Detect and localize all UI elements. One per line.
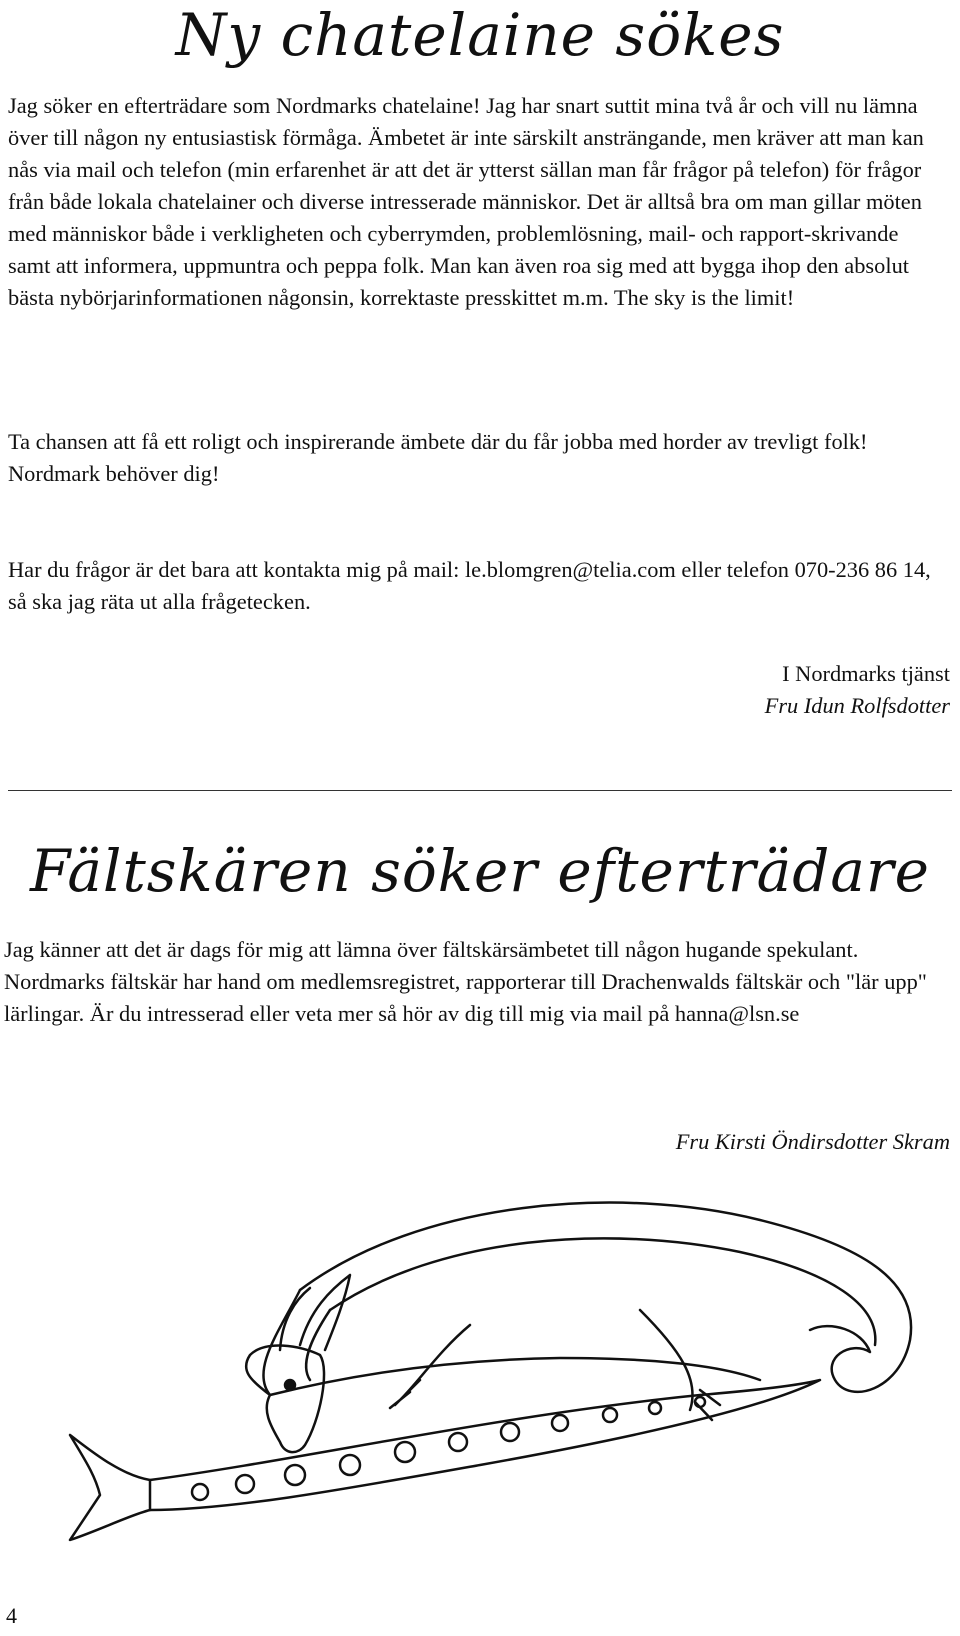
dragon-head <box>246 1346 324 1453</box>
section-divider <box>8 790 952 791</box>
section1-paragraph-1: Jag söker en efterträdare som Nordmarks chatelaine! Jag har snart suttit mina två år och vill nu lämna över till någon ny entusiastisk förmåga. Ämbetet är inte särskilt ansträngande, men kräver att man kan nås via mail och telefon (min erfarenhet är att det är ytterst sällan man får frågor på telefon) för frågor från både lokala chatelainer och diverse intresserade människor. Det är alltså bra om man gillar möten med människor både i verkligheten och cyberrymden, problemlösning, mail- och rapport-skrivande samt att informera, uppmuntra och peppa folk. Man kan även roa sig med att bygga ihop den absolut bästa nybörjarinformationen någonsin, korrektaste presskittet m.m. The sky is the limit! <box>8 93 924 310</box>
worm-tail-fin <box>70 1435 150 1540</box>
section1-paragraph-3: Har du frågor är det bara att kontakta mig på mail: le.blomgren@telia.com eller telefon 070-236 86 14, så ska jag räta ut alla frågetecken. <box>8 557 931 614</box>
section2-paragraph: Jag känner att det är dags för mig att lämna över fältskärsämbetet till någon hugande spekulant. Nordmarks fältskär har hand om medlemsregistret, rapporterar till Drachenwalds fältskär och "lär upp" lärlingar. Är du intresserad eller veta mer så hör av dig till mig via mail på hanna@lsn.se <box>4 937 927 1026</box>
section1-signature-name: Fru Idun Rolfsdotter <box>764 693 950 718</box>
dragon-leg <box>390 1325 470 1408</box>
section1-signature-line1: I Nordmarks tjänst <box>782 661 950 686</box>
dragon-tail <box>300 1203 911 1392</box>
section1-paragraph-2: Ta chansen att få ett roligt och inspirerande ämbete där du får jobba med horder av trevligt folk! Nordmark behöver dig! <box>8 429 868 486</box>
page-number: 4 <box>6 1603 17 1628</box>
dragon-illustration <box>0 1180 960 1580</box>
section2-signature-name: Fru Kirsti Öndirsdotter Skram <box>675 1129 950 1154</box>
section1-title: Ny chatelaine sökes <box>175 1 785 69</box>
section2-title: Fältskären söker efterträdare <box>30 837 930 905</box>
